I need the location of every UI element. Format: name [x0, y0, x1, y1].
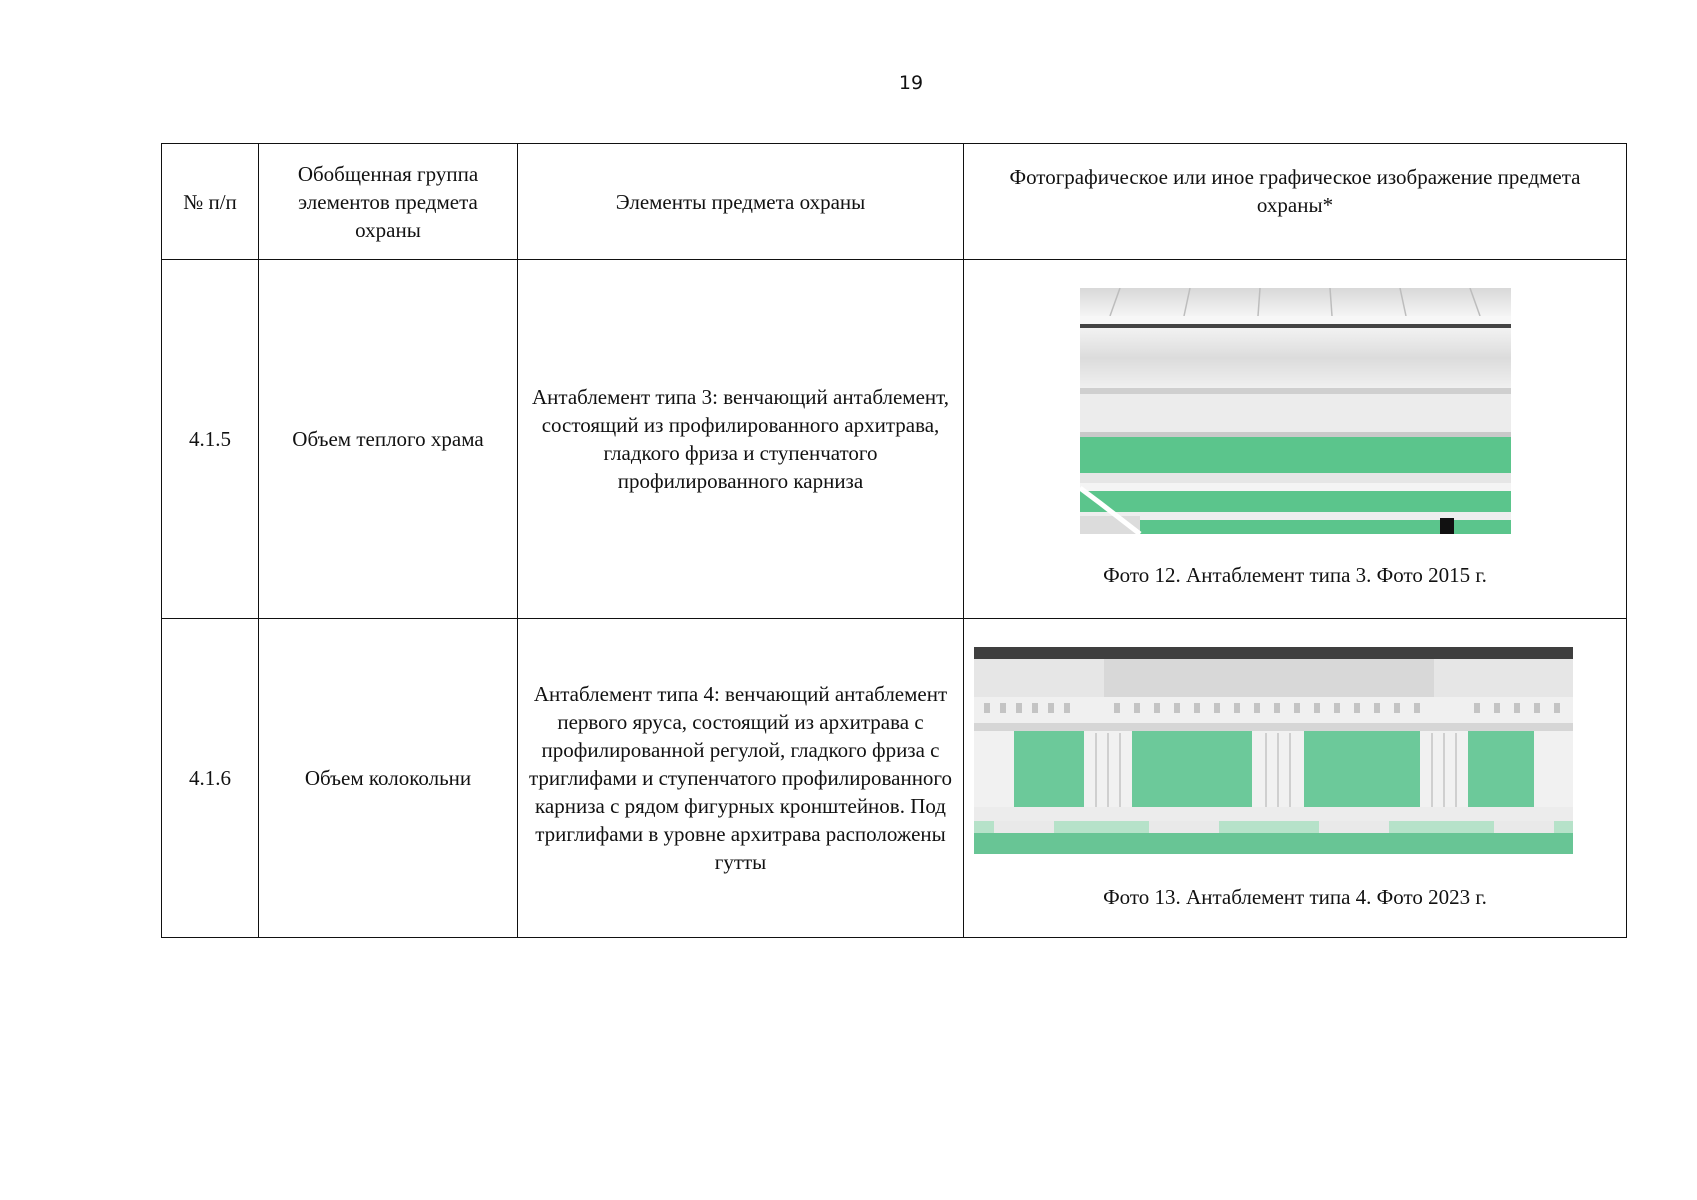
page-number: 19	[898, 72, 924, 94]
entablature-type4-photo	[974, 647, 1573, 854]
header-num: № п/п	[162, 144, 259, 260]
row-group: Объем колокольни	[259, 619, 518, 938]
row-photo-cell	[964, 260, 1627, 619]
photo-caption: Фото 13. Антаблемент типа 4. Фото 2023 г.	[1103, 885, 1487, 909]
protection-table	[161, 143, 1627, 938]
entablature-type3-photo	[1080, 288, 1511, 534]
header-image: Фотографическое или иное графическое изображение предмета охраны*	[964, 144, 1627, 260]
header-group: Обобщенная группа элементов предмета охраны	[259, 144, 518, 260]
table-row	[162, 260, 1627, 619]
header-elements: Элементы предмета охраны	[518, 144, 964, 260]
photo-caption: Фото 12. Антаблемент типа 3. Фото 2015 г.	[1103, 563, 1487, 587]
row-elements: Антаблемент типа 3: венчающий антаблемент, состоящий из профилированного архитрава, гладкого фриза и ступенчатого профилированного карниза	[518, 260, 964, 619]
row-elements: Антаблемент типа 4: венчающий антаблемент первого яруса, состоящий из архитрава с профилированной регулой, гладкого фриза с триглифами и ступенчатого профилированного карниза с рядом фигурных кронштейнов. Под триглифами в уровне архитрава расположены гутты	[518, 619, 964, 938]
table-row	[162, 619, 1627, 938]
row-num: 4.1.5	[162, 260, 259, 619]
row-num: 4.1.6	[162, 619, 259, 938]
row-group: Объем теплого храма	[259, 260, 518, 619]
table-header-row	[162, 144, 1627, 260]
row-photo-cell	[964, 619, 1627, 938]
